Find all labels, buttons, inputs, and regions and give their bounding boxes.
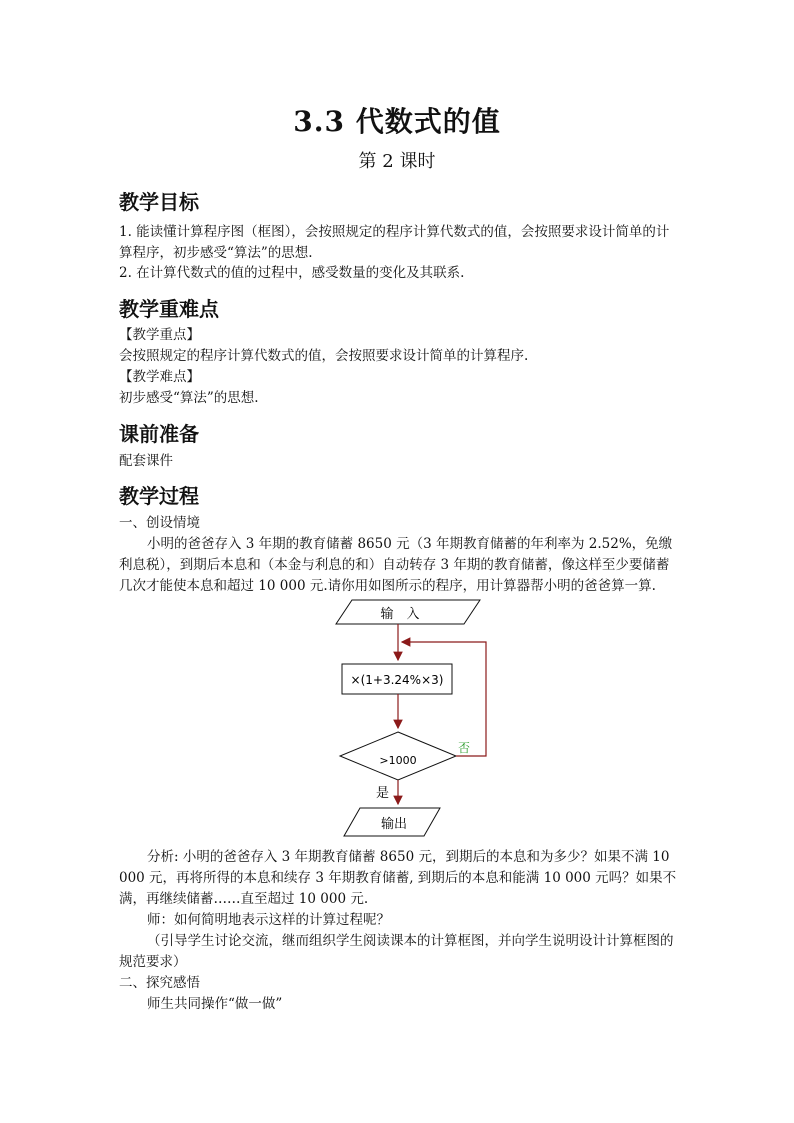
heading-goals: 教学目标 [119,190,199,214]
yes-label: 是 [376,786,390,801]
difficulty-label: 【教学难点】 [119,369,200,385]
heading-key-points: 教学重难点 [119,297,219,321]
flowchart [330,596,500,844]
output-label: 输出 [380,817,408,832]
part-1-heading: 一、创设情境 [119,515,200,531]
part-2-heading: 二、探究感悟 [119,975,200,991]
page-subtitle: 第 2 课时 [358,151,436,172]
key-text: 会按照规定的程序计算代数式的值，会按照要求设计简单的计算程序. [119,348,529,364]
analysis-paragraph: 分析: 小明的爸爸存入 3 年期教育储蓄 8650 元，到期后的本息和为多少？如果不满 10 000 元，再将所得的本息和续存 3 年期教育储蓄, 到期后的本息和能满 10 000 元吗？如果不满，再继续储蓄……直至超过 10 000 元. [119,849,677,907]
key-label: 【教学重点】 [119,327,200,343]
page-title: 3.3 代数式的值 [293,105,501,138]
goals-item-2: 2. 在计算代数式的值的过程中，感受数量的变化及其联系. [119,265,465,281]
decision-label: >1000 [379,754,417,767]
heading-prep: 课前准备 [119,422,199,446]
teacher-question: 师：如何简明地表示这样的计算过程呢？ [147,912,390,928]
input-label: 输 入 [380,607,420,622]
process-label: ×(1+3.24%×3) [350,673,444,687]
heading-process: 教学过程 [119,484,199,508]
difficulty-text: 初步感受“算法”的思想. [119,390,259,406]
goals-item-1: 1. 能读懂计算程序图（框图），会按照规定的程序计算代数式的值，会按照要求设计简单的计算程序，初步感受“算法”的思想. [119,224,670,261]
no-label: 否 [458,741,471,755]
activity-text: 师生共同操作“做一做” [147,996,283,1012]
prep-text: 配套课件 [119,453,173,469]
scenario-paragraph: 小明的爸爸存入 3 年期的教育储蓄 8650 元（3 年期教育储蓄的年利率为 2.52%，免缴利息税），到期后本息和（本金与利息的和）自动转存 3 年期的教育储蓄，像这样至少要储蓄几次才能使本息和超过 10 000 元.请你用如图所示的程序，用计算器帮小明的爸爸算一算. [119,536,673,594]
teaching-note: （引导学生讨论交流，继而组织学生阅读课本的计算框图，并向学生说明设计计算框图的规范要求） [119,933,674,970]
